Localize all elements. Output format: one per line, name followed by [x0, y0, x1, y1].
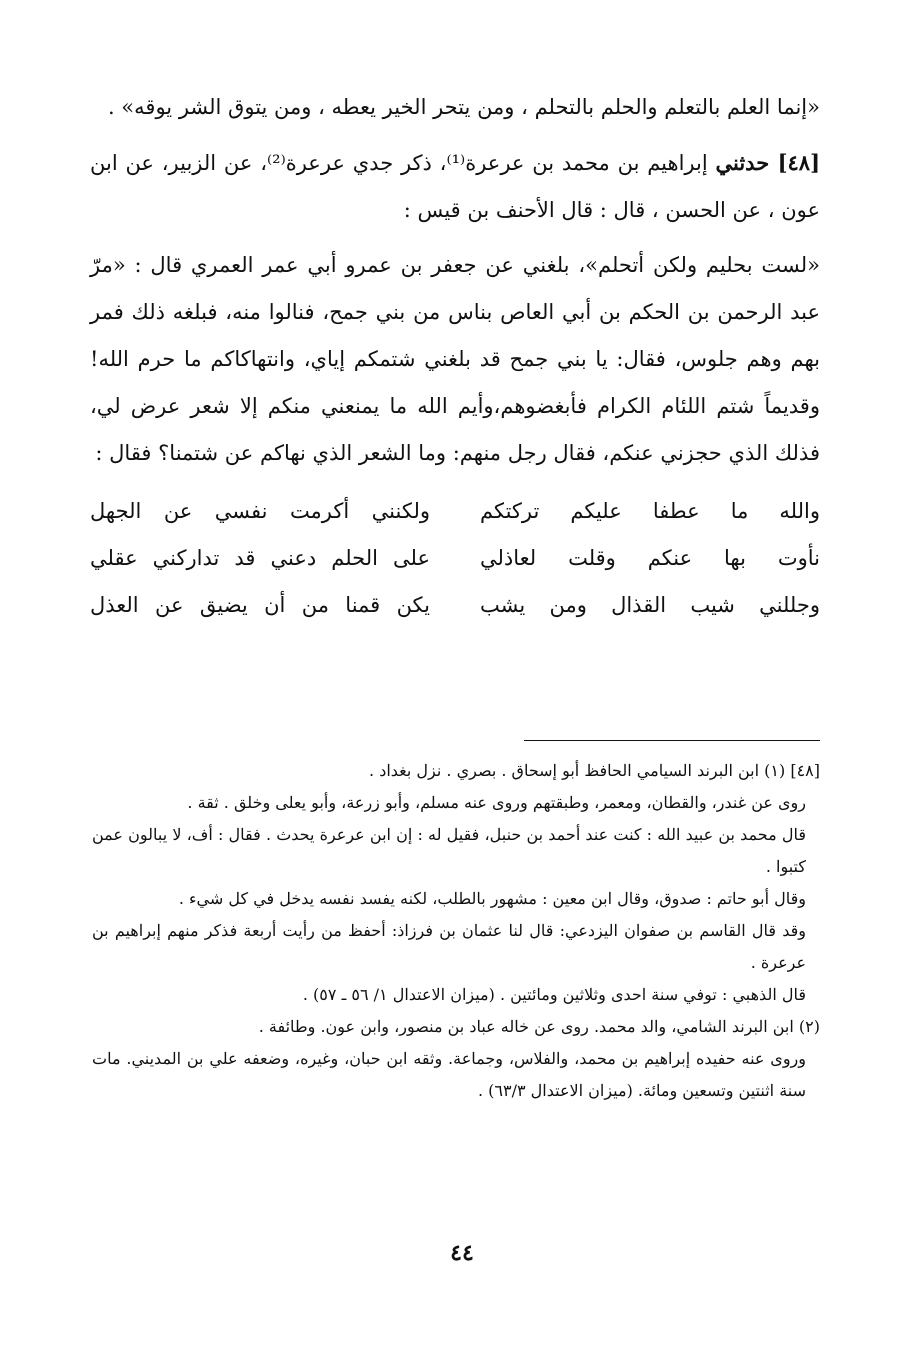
- narration-paragraph: [90, 139, 820, 234]
- main-text: [90, 84, 820, 628]
- footnote-line: وروى عنه حفيده إبراهيم بن محمد، والفلاس، وجماعة. وثقه ابن حبان، وغيره، وضعفه علي بن المديني. مات سنة اثنتين وتسعين ومائة. (ميزان الاعتدال ٦٣/٣) .: [92, 1049, 806, 1100]
- narration-lead: [٤٨] حدثني: [715, 150, 821, 175]
- footnote-line: [٤٨] (١) ابن البرند السيامي الحافظ أبو إسحاق . بصري . نزل بغداد .: [369, 761, 820, 780]
- page-number: ٤٤: [450, 1240, 474, 1266]
- poem-first-hemistich: نأوت بها عنكم وقلت لعاذلي: [480, 545, 820, 570]
- footnote-line: قال الذهبي : توفي سنة احدى وثلاثين ومائتين . (ميزان الاعتدال ١/ ٥٦ ـ ٥٧) .: [302, 985, 806, 1004]
- footnote-divider: [524, 740, 820, 741]
- poem-verse: [90, 534, 820, 581]
- poem-first-hemistich: والله ما عطفا عليكم تركتكم: [480, 498, 820, 523]
- poem-verse: [90, 581, 820, 628]
- footnote-line: وقال أبو حاتم : صدوق، وقال ابن معين : مشهور بالطلب، لكنه يفسد نفسه يدخل في كل شيء .: [178, 889, 806, 908]
- poem-second-hemistich: على الحلم دعني قد تداركني عقلي: [90, 545, 430, 570]
- footnote-line: (٢) ابن البرند الشامي، والد محمد. روى عن خاله عباد بن منصور، وابن عون. وطائفة .: [258, 1017, 820, 1036]
- narration-text: إبراهيم بن محمد بن عرعرة⁽¹⁾، ذكر جدي عرعرة⁽²⁾، عن الزبير، عن ابن عون ، عن الحسن ، قال : قال الأحنف بن قيس :: [90, 151, 820, 222]
- footnote-line: قال محمد بن عبيد الله : كنت عند أحمد بن حنبل، فقيل له : إن ابن عرعرة يحدث . فقال : أف، لا يبالون عمن كتبوا .: [92, 825, 806, 876]
- intro-quote: «إنما العلم بالتعلم والحلم بالتحلم ، ومن يتحر الخير يعطه ، ومن يتوق الشر يوقه» .: [107, 95, 820, 119]
- poem: [90, 487, 820, 628]
- poem-verse: [90, 487, 820, 534]
- footnotes: [92, 755, 820, 1107]
- story-paragraph: «لست بحليم ولكن أتحلم»، بلغني عن جعفر بن عمرو أبي عمر العمري قال : «مرّ عبد الرحمن بن الحكم بن أبي العاص بناس من بني جمح، فنالوا منه، فبلغه ذلك فمر بهم وهم جلوس، فقال: يا بني جمح قد بلغني شتمكم إياي، وانتهاكاكم ما حرم الله! وقديماً شتم اللئام الكرام فأبغضوهم،وأيم الله ما يمنعني منكم إلا شعر عرض لي، فذلك الذي حجزني عنكم، فقال رجل منهم: وما الشعر الذي نهاكم عن شتمنا؟ فقال :: [90, 253, 820, 465]
- footnote-line: روى عن غندر، والقطان، ومعمر، وطبقتهم وروى عنه مسلم، وأبو زرعة، وأبو يعلى وخلق . ثقة .: [187, 793, 806, 812]
- poem-second-hemistich: ولكنني أكرمت نفسي عن الجهل: [90, 498, 430, 523]
- poem-first-hemistich: وجللني شيب القذال ومن يشب: [480, 592, 820, 617]
- footnote-line: وقد قال القاسم بن صفوان اليزدعي: قال لنا عثمان بن فرزاذ: أحفظ من رأيت أربعة فذكر منهم إبراهيم بن عرعرة .: [92, 921, 806, 972]
- poem-second-hemistich: يكن قمنا من أن يضيق عن العذل: [90, 592, 430, 617]
